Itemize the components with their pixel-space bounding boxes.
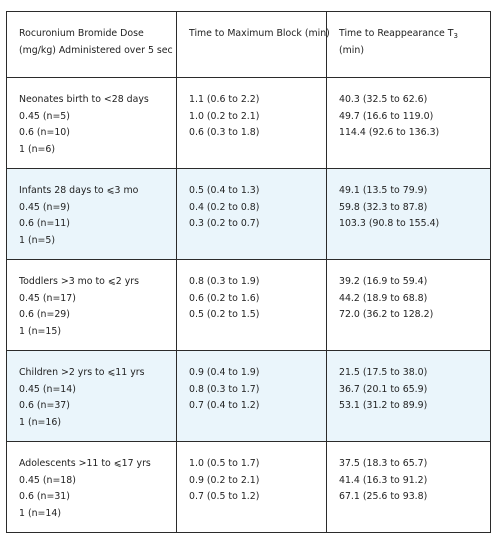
max-block-value: 0.3 (0.2 to 0.7) <box>189 218 260 229</box>
reappearance-value: 41.4 (16.3 to 91.2) <box>339 474 428 486</box>
max-block-value: 0.8 (0.3 to 1.9) <box>189 276 260 287</box>
dose-value: 1 (n=14) <box>19 507 61 519</box>
reappearance-cell <box>327 78 491 169</box>
reappearance-value: 44.2 (18.9 to 68.8) <box>339 292 428 304</box>
max-block-value: 1.1 (0.6 to 2.2) <box>189 94 260 105</box>
table-row <box>7 442 491 533</box>
age-group-label: Neonates birth to <28 days <box>19 94 149 105</box>
max-block-value: 1.0 (0.2 to 2.1) <box>189 110 260 122</box>
max-block-value: 0.5 (0.4 to 1.3) <box>189 185 260 196</box>
header-reappearance-line1 <box>339 26 490 43</box>
dose-value: 0.45 (n=9) <box>19 201 70 213</box>
dose-value: 1 (n=16) <box>19 416 61 428</box>
max-block-cell <box>177 351 327 442</box>
age-group-label: Toddlers >3 mo to ⩽2 yrs <box>19 276 139 287</box>
reappearance-value: 53.1 (31.2 to 89.9) <box>339 400 428 411</box>
header-reappearance <box>327 12 491 78</box>
dosing-table <box>6 11 491 533</box>
max-block-value: 0.6 (0.3 to 1.8) <box>189 127 260 138</box>
max-block-value: 0.4 (0.2 to 0.8) <box>189 201 260 213</box>
table-row <box>7 351 491 442</box>
header-dose <box>7 12 177 78</box>
reappearance-cell <box>327 351 491 442</box>
dose-value: 0.45 (n=14) <box>19 383 76 395</box>
age-group-label: Infants 28 days to ⩽3 mo <box>19 185 139 196</box>
max-block-cell <box>177 260 327 351</box>
reappearance-value: 59.8 (32.3 to 87.8) <box>339 201 428 213</box>
table-row <box>7 78 491 169</box>
dose-value: 0.6 (n=10) <box>19 127 70 138</box>
max-block-value: 1.0 (0.5 to 1.7) <box>189 458 260 469</box>
dose-value: 1 (n=15) <box>19 325 61 337</box>
max-block-value: 0.9 (0.2 to 2.1) <box>189 474 260 486</box>
reappearance-cell <box>327 169 491 260</box>
header-max-block-label: Time to Maximum Block (min) <box>189 28 330 39</box>
age-group-label: Adolescents >11 to ⩽17 yrs <box>19 458 151 469</box>
dose-value: 0.45 (n=5) <box>19 110 70 122</box>
reappearance-cell <box>327 442 491 533</box>
reappearance-value: 37.5 (18.3 to 65.7) <box>339 458 428 469</box>
reappearance-value: 114.4 (92.6 to 136.3) <box>339 127 440 138</box>
max-block-cell <box>177 169 327 260</box>
dose-cell <box>7 78 177 169</box>
dose-value: 0.6 (n=31) <box>19 491 70 502</box>
max-block-cell <box>177 78 327 169</box>
max-block-value: 0.9 (0.4 to 1.9) <box>189 367 260 378</box>
reappearance-value: 21.5 (17.5 to 38.0) <box>339 367 428 378</box>
dose-value: 0.6 (n=11) <box>19 218 70 229</box>
header-dose-line2: (mg/kg) Administered over 5 sec <box>19 44 173 56</box>
max-block-value: 0.5 (0.2 to 1.5) <box>189 309 260 320</box>
dose-value: 0.45 (n=17) <box>19 292 76 304</box>
reappearance-value: 103.3 (90.8 to 155.4) <box>339 218 440 229</box>
max-block-cell <box>177 442 327 533</box>
max-block-value: 0.7 (0.5 to 1.2) <box>189 491 260 502</box>
max-block-value: 0.7 (0.4 to 1.2) <box>189 400 260 411</box>
max-block-value: 0.6 (0.2 to 1.6) <box>189 292 260 304</box>
header-reappearance-subscript: 3 <box>453 32 458 40</box>
dose-cell <box>7 442 177 533</box>
reappearance-value: 36.7 (20.1 to 65.9) <box>339 383 428 395</box>
age-group-label: Children >2 yrs to ⩽11 yrs <box>19 367 145 378</box>
dose-value: 1 (n=6) <box>19 143 56 155</box>
dose-value: 0.6 (n=37) <box>19 400 70 411</box>
header-reappearance-unit: (min) <box>339 44 364 56</box>
table-row <box>7 260 491 351</box>
dose-value: 1 (n=5) <box>19 234 56 246</box>
header-max-block <box>177 12 330 78</box>
reappearance-value: 40.3 (32.5 to 62.6) <box>339 94 428 105</box>
dose-value: 0.6 (n=29) <box>19 309 70 320</box>
reappearance-cell <box>327 260 491 351</box>
max-block-value: 0.8 (0.3 to 1.7) <box>189 383 260 395</box>
header-dose-line1: Rocuronium Bromide Dose <box>19 28 144 39</box>
dose-cell <box>7 351 177 442</box>
reappearance-value: 49.1 (13.5 to 79.9) <box>339 185 428 196</box>
header-row <box>7 12 491 78</box>
table-body <box>7 78 491 533</box>
dose-cell <box>7 169 177 260</box>
reappearance-value: 67.1 (25.6 to 93.8) <box>339 491 428 502</box>
dose-cell <box>7 260 177 351</box>
dose-value: 0.45 (n=18) <box>19 474 76 486</box>
table-row <box>7 169 491 260</box>
reappearance-value: 39.2 (16.9 to 59.4) <box>339 276 428 287</box>
reappearance-value: 49.7 (16.6 to 119.0) <box>339 110 434 122</box>
header-reappearance-label: Time to Reappearance T <box>339 28 454 39</box>
reappearance-value: 72.0 (36.2 to 128.2) <box>339 309 434 320</box>
